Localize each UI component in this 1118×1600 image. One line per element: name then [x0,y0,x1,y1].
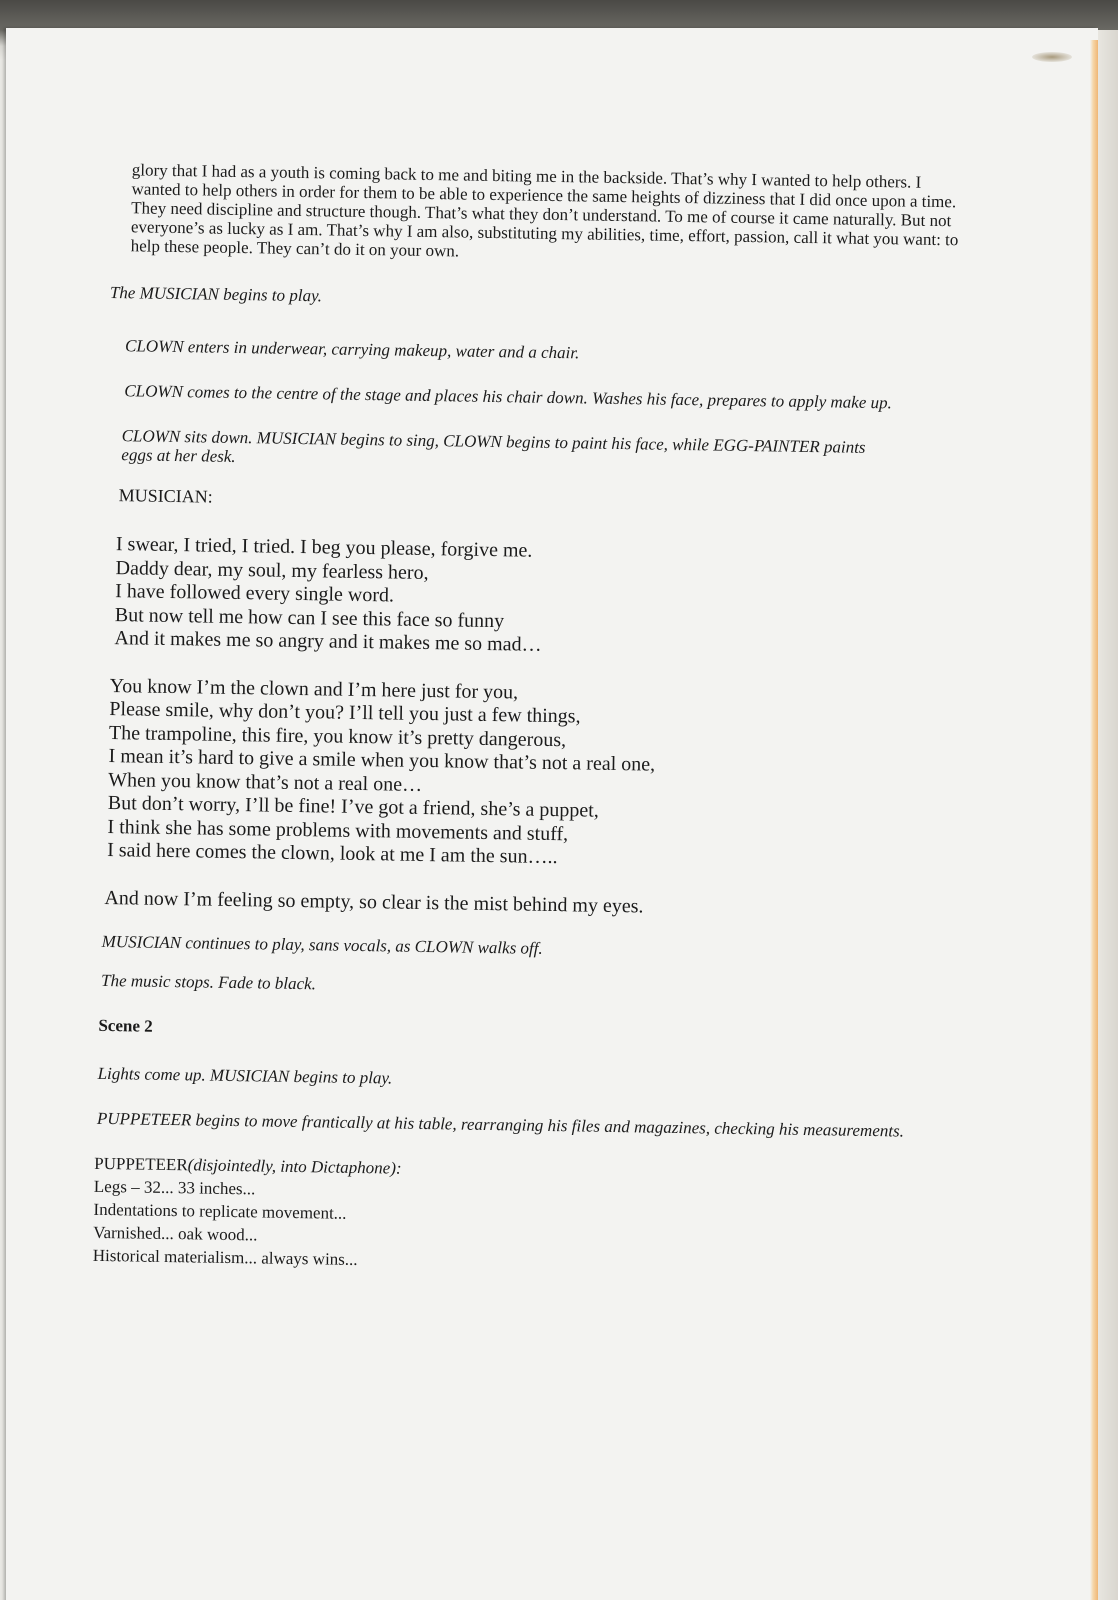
opening-paragraph: glory that I had as a youth is coming back to me and biting me in the backside. That’s why I wanted to help others. I wanted to help others in order for them to be able to experience the same heights of dizziness that I did once upon a time. They need discipline and structure though. That’s what they don’t understand. To me of course it came naturally. But not everyone’s as lucky as I am. That’s why I am also, substituting my abilities, time, effort, passion, call it what you want: to help these people. They can’t do it on your own. [130,160,959,261]
song-line: You know I’m the clown and I’m here just for you, [109,674,519,703]
song-final-line: And now I’m feeling so empty, so clear is the mist behind my eyes. [104,886,644,917]
stage-direction: CLOWN enters in underwear, carrying makeup, water and a chair. [124,336,580,363]
dictation-line: Legs – 32... 33 inches... [93,1176,256,1199]
song-line: I think she has some problems with movements and stuff, [107,815,569,845]
dictation-line: Indentations to replicate movement... [93,1199,347,1223]
stage-direction: CLOWN comes to the centre of the stage and places his chair down. Washes his face, prepares to apply make up. [124,381,893,413]
song-line: Please smile, why don’t you? I’ll tell you just a few things, [109,698,581,728]
script-text [92,160,992,1281]
song-line: But now tell me how can I see this face so funny [114,603,505,632]
dictation-line: Historical materialism... always wins... [92,1245,358,1269]
song-line: And it makes me so angry and it makes me so mad… [114,627,542,656]
paper-stack-edge [1098,30,1118,1600]
song-line: When you know that’s not a real one… [108,768,423,796]
puppeteer-direction: (disjointedly, into Dictaphone): [187,1155,402,1178]
stage-direction: Lights come up. MUSICIAN begins to play. [97,1063,393,1088]
stage-direction: The music stops. Fade to black. [100,970,317,994]
song-line: I mean it’s hard to give a smile when you know that’s not a real one, [108,745,656,776]
scene-heading: Scene 2 [98,1015,153,1036]
stage-direction: PUPPETEER begins to move frantically at his table, rearranging his files and magazines, checking his measurements. [96,1108,905,1141]
paper-orange-edge [1090,40,1098,1600]
stage-direction: MUSICIAN continues to play, sans vocals, as CLOWN walks off. [101,931,543,958]
song-verse-1 [114,533,986,664]
song-line: But don’t worry, I’ll be fine! I’ve got a friend, she’s a puppet, [107,792,599,822]
speaker-puppeteer: PUPPETEER [94,1153,188,1175]
song-line: I swear, I tried, I tried. I beg you please, forgive me. [115,533,533,562]
speaker-musician: MUSICIAN: [118,485,213,507]
song-line: Daddy dear, my soul, my fearless hero, [115,556,429,584]
song-line: The trampoline, this fire, you know it’s pretty dangerous, [108,721,567,751]
song-line: I have followed every single word. [115,580,395,607]
binder-mark [1032,52,1072,62]
stage-direction: The MUSICIAN begins to play. [109,282,323,306]
song-verse-2 [107,675,984,877]
stage-direction: CLOWN sits down. MUSICIAN begins to sing, CLOWN begins to paint his face, while EGG-PAINTER paints eggs at her desk. [121,426,866,466]
dictation-line: Varnished... oak wood... [93,1222,258,1245]
song-line: I said here comes the clown, look at me I am the sun….. [106,839,558,869]
dictation-lines [93,1175,976,1281]
